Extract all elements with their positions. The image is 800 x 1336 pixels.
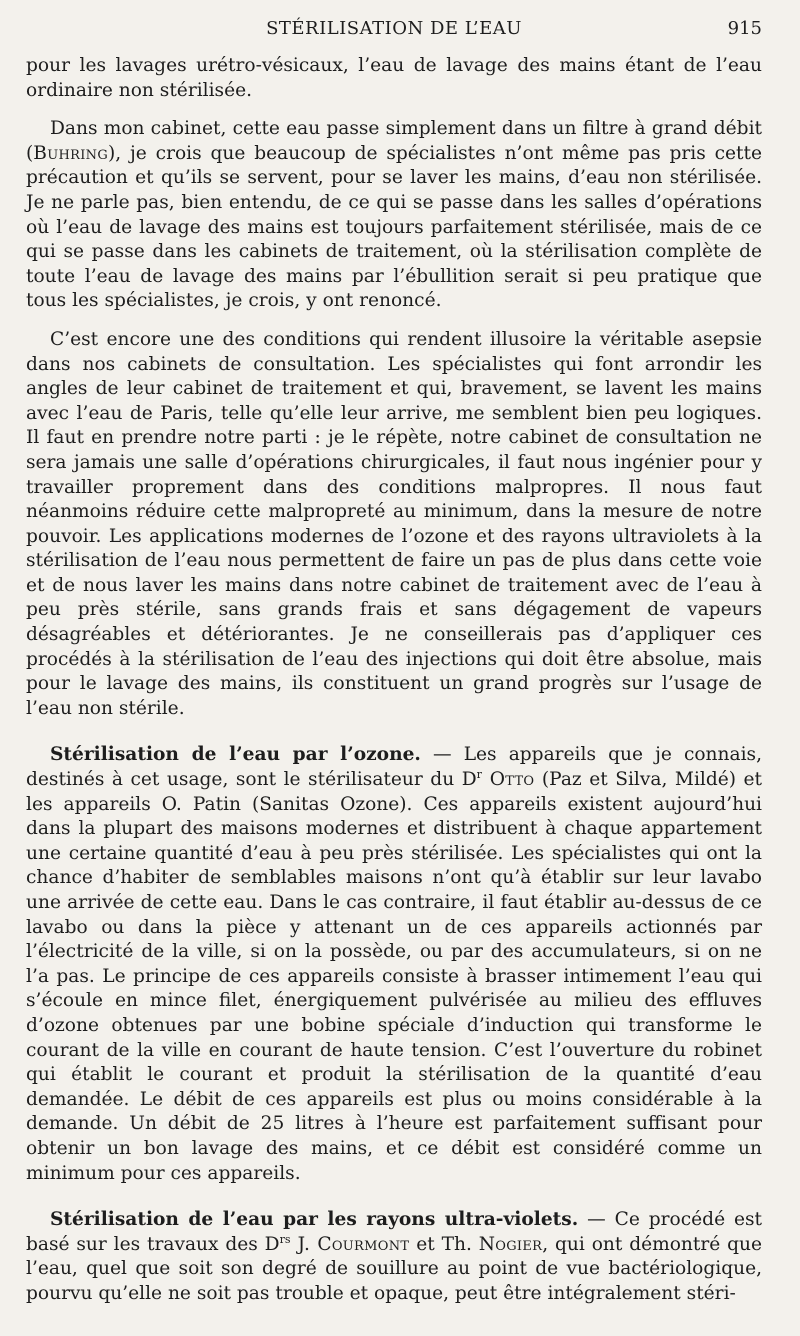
name-nogier: Nogier — [478, 1233, 543, 1255]
paragraph-uv-text-mid: et Th. — [409, 1233, 479, 1255]
paragraph-2-text-a: Dans mon cabinet, cette eau passe simplement dans un filtre à grand débit ( — [26, 118, 762, 164]
paragraph-ozone — [26, 743, 762, 1186]
paragraph-uv-text-b: , qui ont démontré que l’eau, quel que soit son degré de souillure au point de vue bactériologique, pourvu qu’elle ne soit pas trouble et opaque, peut être intégralement stéri- — [26, 1233, 763, 1304]
superscript-drs: rs — [279, 1232, 291, 1246]
paragraph-uv-text-a: — Ce procédé est basé sur les travaux des D — [26, 1209, 762, 1255]
paragraph-uv — [26, 1208, 762, 1306]
running-title: STÉRILISATION DE L’EAU — [266, 18, 522, 39]
superscript-dr: r — [476, 767, 482, 781]
paragraph-1: pour les lavages urétro-vésicaux, l’eau de lavage des mains étant de l’eau ordinaire non stérilisée. — [26, 55, 762, 101]
paragraph-ozone-text-b: (Paz et Silva, Mildé) et les appareils O. Patin (Sanitas Ozone). Ces appareils existent aujourd’hui dans la plupart des maisons modernes et distribuent à chaque appartement une certaine quantité d’eau à peu près stérilisée. Les spécialistes qui ont la chance d’habiter de semblables maisons n’ont qu’à établir sur leur lavabo une arrivée de cette eau. Dans le cas contraire, il faut établir au-dessus de ce lavabo ou dans la pièce y attenant un de ces appareils actionnés par l’électricité de la ville, si on la possède, ou par des accumulateurs, si on ne l’a pas. Le principe de ces appareils consiste à brasser intimement l’eau qui s’écoule en mince filet, énergiquement pulvérisée au milieu des effluves d’ozone obtenues par une bobine spéciale d’induction qui transforme le courant de la ville en courant de haute tension. C’est l’ouverture du robinet qui établit le courant et produit la stérilisation de la quantité d’eau demandée. Le débit de ces appareils est plus ou moins considérable à la demande. Un débit de 25 litres à l’heure est parfaitement suffisant pour obtenir un bon lavage des mains, et ce débit est considéré comme un minimum pour ces appareils. — [26, 769, 762, 1184]
page-number: 915 — [727, 18, 762, 39]
paragraph-2 — [26, 117, 762, 314]
section-heading-ozone: Stérilisation de l’eau par l’ozone. — [50, 744, 421, 766]
section-heading-uv: Stérilisation de l’eau par les rayons ultra-violets. — [50, 1209, 579, 1231]
paragraph-ozone-text-a: — Les appareils que je connais, destinés à cet usage, sont le stérilisateur du D — [26, 744, 762, 791]
name-buhring: Buhring — [33, 142, 109, 164]
name-courmont: J. Courmont — [290, 1233, 410, 1255]
name-otto: Otto — [481, 769, 535, 791]
running-header — [26, 18, 762, 54]
paragraph-2-text-b: ), je crois que beaucoup de spécialistes n’ont même pas pris cette précaution et qu’ils se servent, pour se laver les mains, d’eau non stérilisée. Je ne parle pas, bien entendu, de ce qui se passe dans les salles d’opérations où l’eau de lavage des mains est toujours parfaitement stérilisée, mais de ce qui se passe dans les cabinets de traitement, où la stérilisation complète de toute l’eau de lavage des mains par l’ébullition serait si peu pratique que tous les spécialistes, je crois, y ont renoncé. — [26, 142, 762, 312]
paragraph-3: C’est encore une des conditions qui rendent illusoire la véritable asepsie dans nos cabinets de consultation. Les spécialistes qui font arrondir les angles de leur cabinet de traitement et qui, bravement, se lavent les mains avec l’eau de Paris, telle qu’elle leur arrive, me semblent bien peu logiques. Il faut en prendre notre parti : je le répète, notre cabinet de consultation ne sera jamais une salle d’opérations chirurgicales, il faut nous ingénier pour y travailler proprement dans des conditions malpropres. Il nous faut néanmoins réduire cette malpropreté au minimum, dans la mesure de notre pouvoir. Les applications modernes de l’ozone et des rayons ultraviolets à la stérilisation de l’eau nous permettent de faire un pas de plus dans cette voie et de nous laver les mains dans notre cabinet de traitement avec de l’eau à peu près stérile, sans grands frais et sans dégagement de vapeurs désagréables et détériorantes. Je ne conseillerais pas d’appliquer ces procédés à la stérilisation de l’eau des injections qui doit être absolue, mais pour le lavage des mains, ils constituent un grand progrès sur l’usage de l’eau non stérile. — [26, 328, 762, 719]
